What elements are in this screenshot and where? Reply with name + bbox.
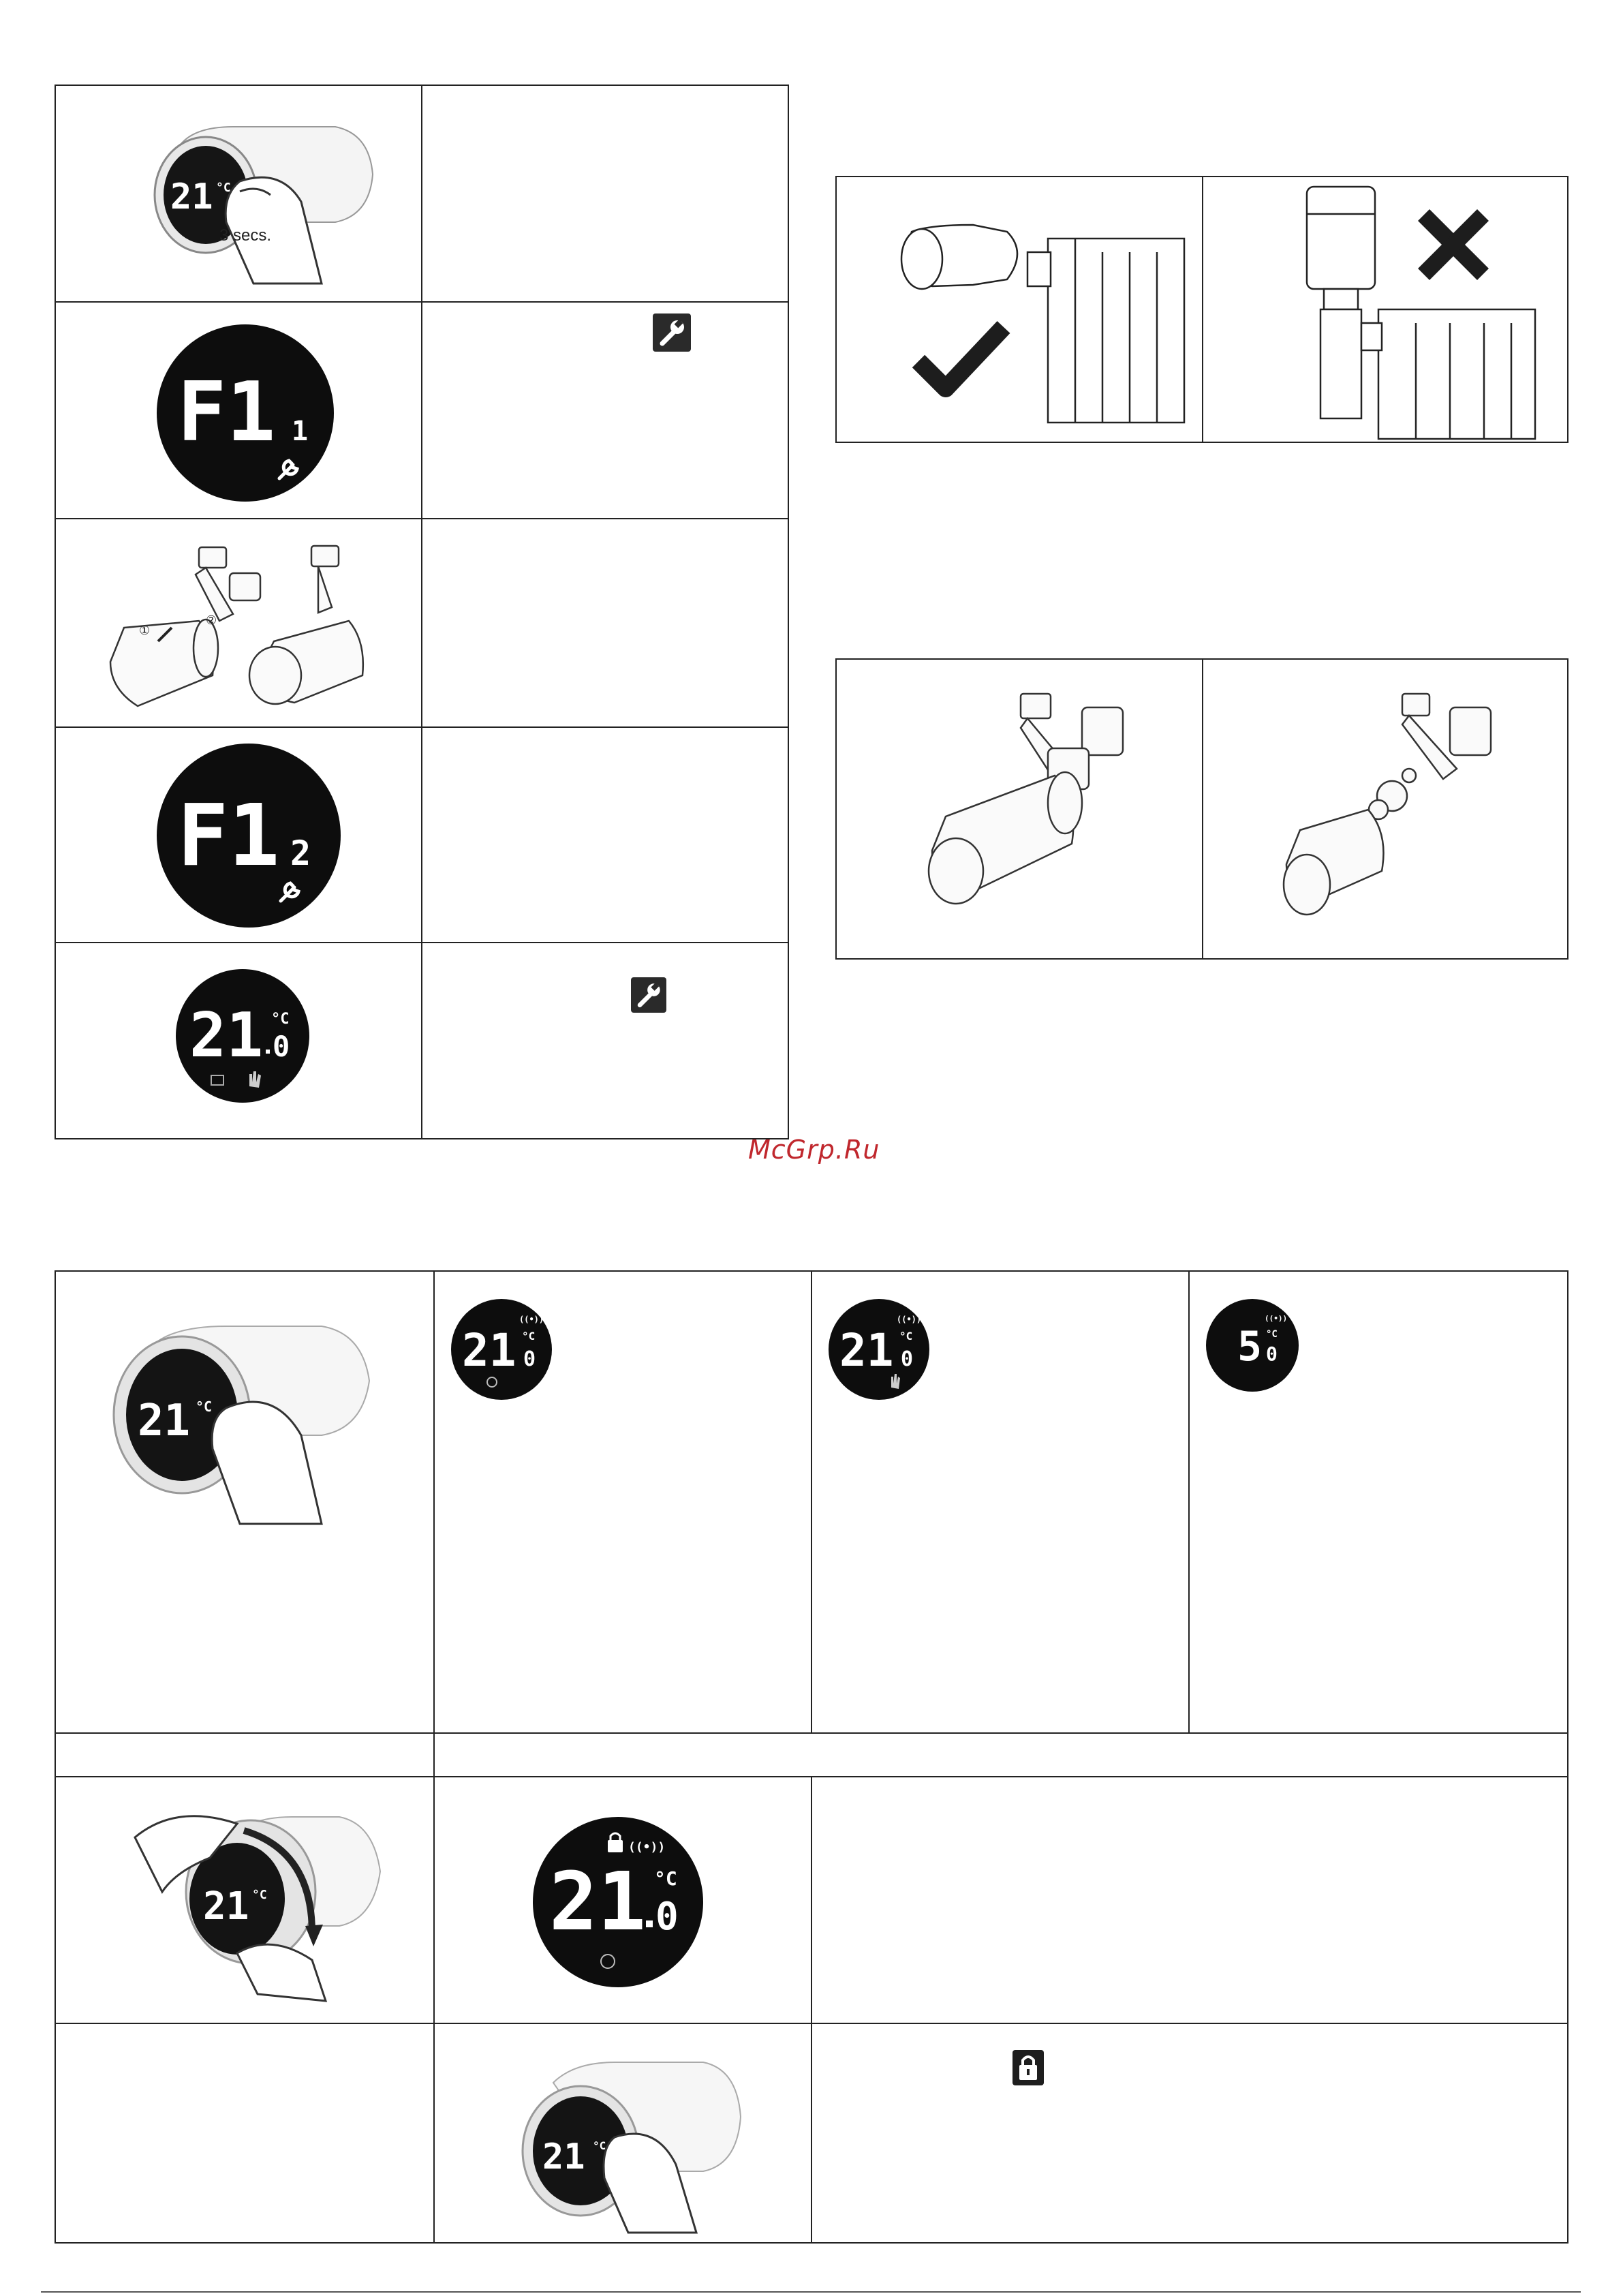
svg-text:21: 21	[203, 1884, 249, 1929]
adapter-fit-illustration	[1273, 680, 1532, 939]
f1-step1-display	[157, 324, 334, 502]
f1-step2-display	[157, 744, 341, 928]
svg-text:0: 0	[273, 1030, 290, 1063]
svg-text:°C: °C	[899, 1330, 913, 1343]
signal-icon: ((•))	[628, 1840, 666, 1854]
svg-text:②: ②	[206, 613, 217, 627]
valve-mounting-illustration	[97, 532, 417, 716]
thermostat-press-illustration	[138, 106, 383, 284]
page-bottom-rule	[41, 2291, 1581, 2293]
svg-text:F1: F1	[177, 786, 280, 885]
svg-text:°C: °C	[252, 1888, 267, 1902]
signal-icon: ((•))	[897, 1315, 922, 1324]
modes-table	[55, 1270, 1568, 2244]
signal-icon: ((•))	[1265, 1314, 1288, 1323]
horizontal-mount-illustration	[891, 204, 1191, 423]
svg-text:°C: °C	[654, 1867, 677, 1890]
mode-press-illustration	[97, 1299, 397, 1524]
svg-text:21: 21	[462, 1324, 516, 1377]
wrench-icon-badge	[631, 977, 666, 1013]
temperature-display	[176, 969, 309, 1103]
orientation-comparison-table	[835, 176, 1568, 443]
svg-text:21: 21	[189, 1000, 264, 1071]
installation-steps-table	[55, 85, 789, 1139]
svg-text:0: 0	[655, 1895, 679, 1939]
svg-text:0: 0	[523, 1347, 536, 1371]
direct-fit-illustration	[918, 680, 1164, 939]
svg-text:①: ①	[139, 624, 151, 637]
adapter-comparison-table	[835, 658, 1568, 960]
lock-icon-badge	[1013, 2050, 1044, 2085]
eco-mode-display	[1206, 1299, 1299, 1392]
svg-text:°C: °C	[271, 1011, 290, 1028]
svg-text:0: 0	[901, 1347, 914, 1371]
manual-mode-display	[829, 1299, 929, 1400]
f1-sub-text: 1	[292, 416, 309, 447]
svg-text:2: 2	[290, 833, 311, 873]
signal-icon: ((•))	[519, 1315, 544, 1324]
svg-text:21: 21	[138, 1396, 191, 1446]
press-duration-hint: 3 secs.	[219, 226, 272, 245]
check-mark-icon	[918, 327, 1004, 388]
locked-display	[533, 1817, 703, 1987]
rotate-dial-illustration	[135, 1796, 407, 2008]
svg-text:°C: °C	[1266, 1329, 1278, 1340]
svg-text:21: 21	[549, 1854, 647, 1948]
watermark: McGrp.Ru	[748, 1135, 880, 1165]
schedule-mode-display	[451, 1299, 552, 1400]
svg-text:21: 21	[839, 1324, 894, 1377]
svg-text:21: 21	[542, 2137, 585, 2177]
svg-text:0: 0	[1266, 1343, 1278, 1365]
svg-text:°C: °C	[522, 1330, 536, 1343]
svg-text:5: 5	[1237, 1323, 1263, 1371]
cross-mark-icon	[1429, 221, 1477, 269]
lock-press-illustration	[506, 2049, 751, 2233]
f1-code-text: F1	[177, 365, 276, 460]
vertical-mount-illustration	[1259, 187, 1559, 439]
wrench-icon-badge	[653, 313, 691, 352]
svg-text:°C: °C	[216, 181, 231, 195]
svg-text:21: 21	[170, 177, 213, 217]
svg-text:°C: °C	[593, 2139, 606, 2152]
svg-text:°C: °C	[196, 1398, 213, 1415]
